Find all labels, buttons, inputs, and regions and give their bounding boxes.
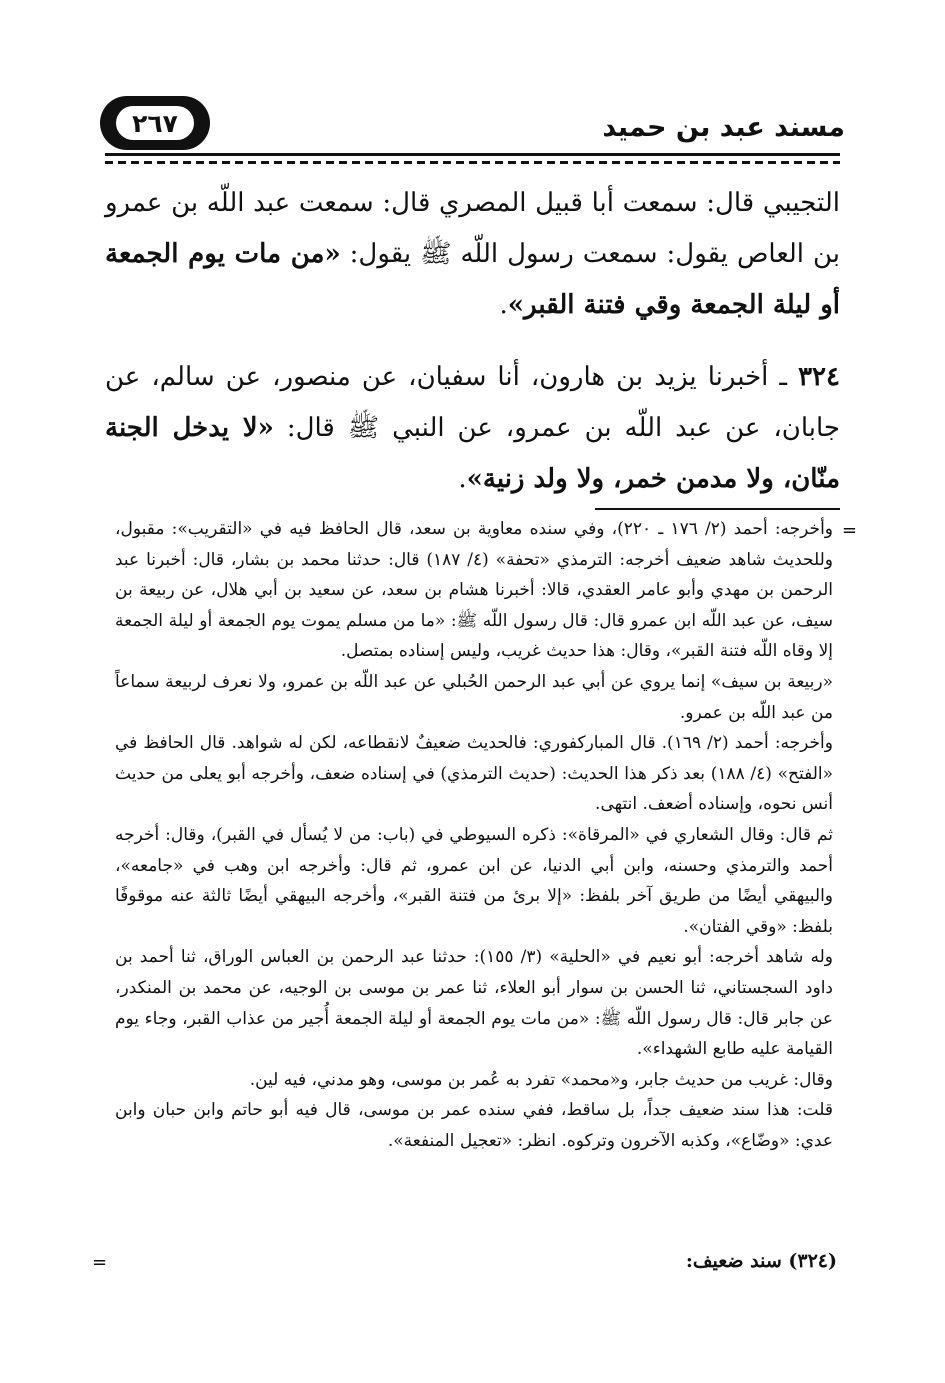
para1-end: . bbox=[499, 290, 508, 320]
para2-hadith-quote: «لا يدخل الجنة منّان، ولا مدمن خمر، ولا ولد زنية» bbox=[105, 413, 840, 494]
header-rule bbox=[105, 153, 840, 164]
hadith-grade: (٣٢٤) سند ضعيف: bbox=[685, 1250, 837, 1272]
footnote-separator bbox=[595, 508, 840, 510]
hadith-paragraph-2 bbox=[105, 352, 840, 505]
book-title: مسند عبد بن حميد bbox=[602, 112, 845, 143]
footnote-paragraph: وقال: غريب من حديث جابر، و«محمد» تفرد به عُمر بن موسى، وهو مدني، فيه لين. bbox=[249, 1069, 833, 1090]
continuation-mark-bottom: = bbox=[92, 1252, 108, 1273]
footnotes bbox=[115, 514, 833, 1156]
page-number: ٢٦٧ bbox=[116, 106, 194, 140]
para1-hadith-quote: «من مات يوم الجمعة أو ليلة الجمعة وقي فتنة القبر» bbox=[105, 239, 840, 320]
footnote-paragraph: وأخرجه: أحمد (٢/ ١٦٩). قال المباركفوري: فالحديث ضعيفٌ لانقطاعه، لكن له شواهد. قال الحافظ في «الفتح» (٤/ ١٨٨) بعد ذكر هذا الحديث: (حديث الترمذي) في إسناده ضعف، وأخرجه أبو يعلى من حديث أنس نحوه، وإسناده أضعف. انتهى. bbox=[115, 733, 834, 815]
continuation-mark-top: = bbox=[841, 520, 857, 541]
footnote-paragraph: «ربيعة بن سيف» إنما يروي عن أبي عبد الرحمن الحُبلي عن عبد اللّه بن عمرو، ولا نعرف لربيعة سماعاً من عبد اللّه بن عمرو. bbox=[115, 671, 833, 723]
footnote-paragraph: وأخرجه: أحمد (٢/ ١٧٦ ـ ٢٢٠)، وفي سنده معاوية بن سعد، قال الحافظ فيه في «التقريب»: مقبول، وللحديث شاهد ضعيف أخرجه: الترمذي «تحفة» (٤/ ١٨٧) قال: حدثنا محمد بن بشار، قال: أخبرنا عبد الرحمن بن مهدي وأبو عامر العقدي، قالا: أخبرنا هشام بن سعد، عن سعيد بن أبي هلال، عن ربيعة بن سيف، عن عبد اللّه ابن عمرو قال: قال رسول اللّه ﷺ: «ما من مسلم يموت يوم الجمعة أو ليلة الجمعة إلا وقاه اللّه فتنة القبر»، وقال: هذا حديث غريب، وليس إسناده بمتصل. bbox=[115, 519, 834, 662]
footnote-paragraph: ثم قال: وقال الشعاري في «المرقاة»: ذكره السيوطي في (باب: من لا يُسأل في القبر)، وقال: أخرجه أحمد والترمذي وحسنه، وابن أبي الدنيا، عن ابن عمرو، ثم قال: وأخرجه ابن وهب في «جامعه»، والبيهقي أيضًا من طريق آخر بلفظ: «إلا برئ من فتنة القبر»، وأخرجه البيهقي أيضًا ثالثة عنه موقوفًا بلفظ: «وقي الفتان». bbox=[115, 824, 833, 937]
hadith-paragraph-1 bbox=[105, 178, 840, 331]
para2-text: ـ أخبرنا يزيد بن هارون، أنا سفيان، عن منصور، عن سالم، عن جابان، عن عبد اللّه بن عمرو، عن النبي ﷺ قال: bbox=[105, 362, 840, 443]
footnote-paragraph: وله شاهد أخرجه: أبو نعيم في «الحلية» (٣/ ١٥٥): حدثنا عبد الرحمن بن العباس الوراق، ثنا أحمد بن داود السجستاني، ثنا الحسن بن سوار أبو العلاء، ثنا عمر بن موسى بن الوجيه، عن محمد بن المنكدر، عن جابر قال: قال رسول اللّه ﷺ: «من مات يوم الجمعة أو ليلة الجمعة أُجير من عذاب القبر، وجاء يوم القيامة عليه طابع الشهداء». bbox=[115, 947, 833, 1060]
para2-end: . bbox=[458, 464, 467, 494]
para1-text: التجيبي قال: سمعت أبا قبيل المصري قال: سمعت عبد اللّه بن عمرو بن العاص يقول: سمعت رسول اللّه ﷺ يقول: bbox=[105, 188, 840, 269]
hadith-number: ٣٢٤ bbox=[798, 362, 840, 392]
page-number-badge bbox=[100, 96, 210, 150]
footnote-paragraph: قلت: هذا سند ضعيف جداً، بل ساقط، ففي سنده عمر بن موسى، قال فيه أبو حاتم وابن حبان وابن عدي: «وضّاع»، وكذبه الآخرون وتركوه. انظر: «تعجيل المنفعة». bbox=[115, 1100, 833, 1151]
